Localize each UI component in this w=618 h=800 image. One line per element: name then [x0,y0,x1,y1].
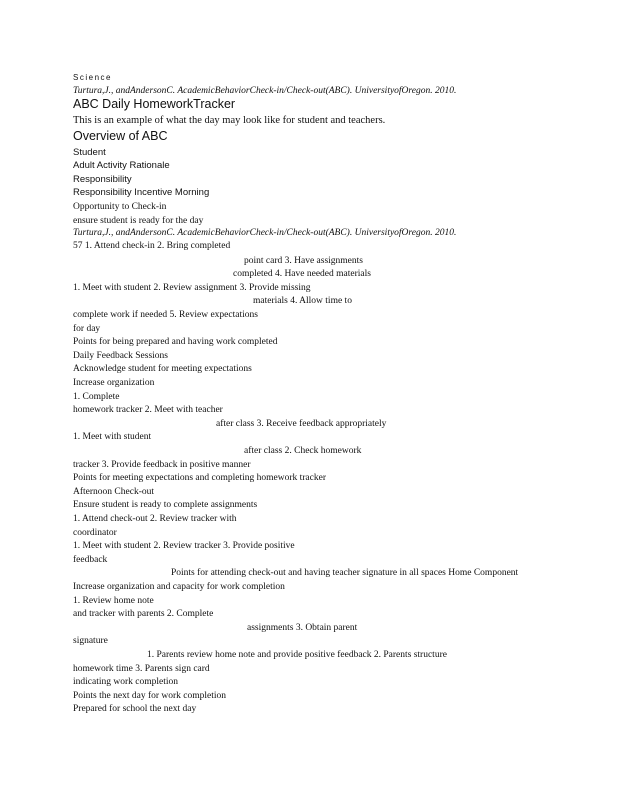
adult-checkin-cont1: materials 4. Allow time to [253,296,352,306]
subject-label: Science [73,73,112,82]
col-student: Student [73,147,106,158]
citation-top: Turtura,J., andAndersonC. AcademicBehaviorCheck-in/Check-out(ABC). UniversityofOregon. 2010. [73,86,457,96]
feedback-adult-2: after class 2. Check homework [244,446,362,456]
home-increase-organization: Increase organization and capacity for work completion [73,582,285,592]
col-headers: Adult Activity Rationale [73,160,170,171]
adult-checkin-cont3: for day [73,324,101,334]
feedback-student-1: 1. Complete [73,392,120,402]
overview-heading: Overview of ABC [73,129,168,143]
ensure-complete: Ensure student is ready to complete assignments [73,500,258,510]
page-title: ABC Daily HomeworkTracker [73,97,236,111]
acknowledge-student: Acknowledge student for meeting expectations [73,364,252,374]
checkout-adult-2: feedback [73,555,108,565]
home-student-1: 1. Review home note [73,596,154,606]
feedback-adult-1: 1. Meet with student [73,432,152,442]
feedback-points: Points for meeting expectations and completing homework tracker [73,473,326,483]
morning-points: Points for being prepared and having work completed [73,337,278,347]
checkout-adult-1: 1. Meet with student 2. Review tracker 3. Provide positive [73,541,295,551]
checkout-student-2: coordinator [73,528,117,538]
responsibility-incentive: Responsibility Incentive Morning [73,187,210,198]
increase-organization: Increase organization [73,378,155,388]
opportunity-checkin: Opportunity to Check-in [73,202,167,212]
home-parents-2: homework time 3. Parents sign card [73,664,210,674]
feedback-student-2: homework tracker 2. Meet with teacher [73,405,223,415]
feedback-adult-3: tracker 3. Provide feedback in positive manner [73,460,251,470]
checkout-student-1: 1. Attend check-out 2. Review tracker with [73,514,237,524]
home-student-4: signature [73,636,108,646]
home-parents-1: 1. Parents review home note and provide positive feedback 2. Parents structure [147,650,447,660]
daily-feedback-heading: Daily Feedback Sessions [73,351,168,361]
home-points: Points the next day for work completion [73,691,227,701]
citation-repeat: Turtura,J., andAndersonC. AcademicBehaviorCheck-in/Check-out(ABC). UniversityofOregon. 2010. [73,228,457,238]
afternoon-checkout-heading: Afternoon Check-out [73,487,154,497]
responsibility: Responsibility [73,174,132,185]
intro-text: This is an example of what the day may look like for student and teachers. [73,115,386,126]
feedback-student-3: after class 3. Receive feedback appropriately [216,419,387,429]
student-checkin-cont1: point card 3. Have assignments [244,256,363,266]
ensure-ready: ensure student is ready for the day [73,216,204,226]
home-student-2: and tracker with parents 2. Complete [73,609,214,619]
home-parents-3: indicating work completion [73,677,179,687]
adult-checkin-cont2: complete work if needed 5. Review expectations [73,310,258,320]
student-checkin: 57 1. Attend check-in 2. Bring completed [73,241,231,251]
prepared-next-day: Prepared for school the next day [73,704,197,714]
checkout-points: Points for attending check-out and having teacher signature in all spaces Home Component [171,568,519,578]
adult-checkin: 1. Meet with student 2. Review assignment 3. Provide missing [73,283,311,293]
student-checkin-cont2: completed 4. Have needed materials [233,269,371,279]
home-student-3: assignments 3. Obtain parent [247,623,358,633]
